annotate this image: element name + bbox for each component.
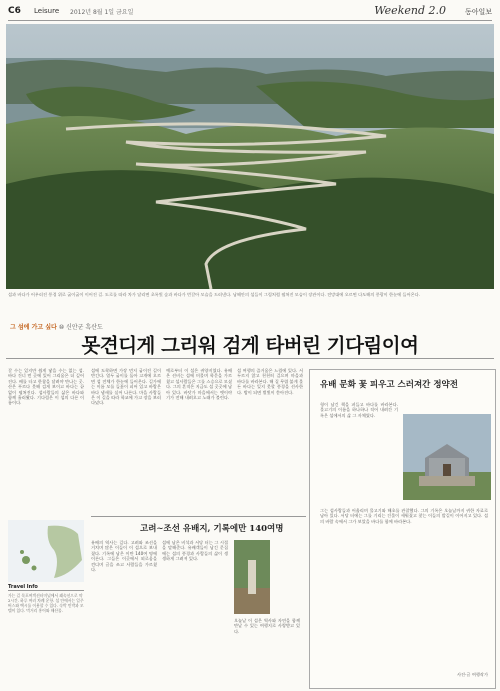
weekend-logo: Weekend 2.0 <box>374 4 446 17</box>
sidebar-intro: 형이 남긴 책을 펴들고 바다를 바라본다. 물고기의 이름을 하나하나 적어 내려간 기록은 섬에서의 삶 그 자체였다. <box>320 402 398 418</box>
sidebar-byline: 사진·글 여행작가 <box>457 672 488 677</box>
page-number: C6 <box>8 6 21 16</box>
sidebar-body: 그는 섬사람들과 어울리며 물고기와 해초를 관찰했다. 그의 기록은 오늘날까지 귀한 자료로 남아 있다. 서당 터에는 그를 기리는 건물이 세워졌고 찾는 이들의 발길이 이어지고 있다. 섬의 바람 속에서 그가 보았을 바다를 함께 바라본다. <box>320 508 488 524</box>
location-map <box>8 520 84 582</box>
photo-caption: 섬과 바다가 어우러진 풍경 위로 굽이굽이 이어진 길. 도로를 따라 차가 달리면 초록빛 숲과 바다가 번갈아 모습을 드러낸다. 남해안의 섬들이 그림처럼 펼쳐진 모습이 장관이다. 전망대에 오르면 다도해의 풍광이 한눈에 들어온다. <box>8 292 421 297</box>
school-building-photo <box>403 414 491 500</box>
travel-info-text: 가는 길 목포여객선터미널에서 쾌속선으로 약 2시간. 하루 여러 차례 운항. 섬 안에서는 일주 버스와 택시를 이용할 수 있다. 숙박 민박과 모텔이 있다. 먹거리 홍어와 해산물. <box>8 593 84 613</box>
issue-date: 2012년 8월 1일 금요일 <box>70 9 134 16</box>
series-subtitle: ⑩ 신안군 흑산도 <box>58 324 103 331</box>
article-column-5: 유배의 역사는 깊다. 고려와 조선을 거치며 많은 이들이 이 섬으로 보내졌다. 기록에 남은 이만 140여 명에 이른다. 그들은 이곳에서 외로움을 견디며 글을 쓰고 사람들을 가르쳤다. <box>91 540 157 573</box>
section-name: Leisure <box>34 7 60 15</box>
page-header <box>8 6 492 21</box>
main-photo <box>6 24 494 289</box>
subheading: 고려∼조선 유배지, 기록에만 140여명 <box>140 524 284 534</box>
monument-photo <box>234 540 270 614</box>
section-divider <box>91 516 306 517</box>
article-column-7: 오늘날 이 섬은 역사와 자연을 함께 만날 수 있는 여행지로 사랑받고 있다. <box>234 618 300 634</box>
article-column-6: 섬에 남은 비석과 서당 터는 그 시절을 말해준다. 유배객들이 남긴 문집에는 섬의 풍경과 사람들의 삶이 생생하게 그려져 있다. <box>162 540 228 562</box>
travel-info-title: Travel Info <box>8 584 84 591</box>
travel-info-box <box>8 584 84 688</box>
island-landscape-photo <box>6 24 494 289</box>
newspaper-name: 동아일보 <box>464 8 492 16</box>
article-column-1: 갈 수는 있지만 쉽게 닿을 수는 없는 섬. 바다 건너 먼 곳에 있어 그리움은 더 깊어진다. 배를 타고 한참을 달려야 만나는 곳. 산은 푸르다 못해 검게 보이고 바다는 끝없이 펼쳐진다. 섬사람들의 삶은 바다와 함께 흘러왔다. 기다림은 이 섬의 다른 이름이다. <box>8 368 84 406</box>
sidebar-box <box>309 369 496 689</box>
inset-photo <box>234 540 270 614</box>
headline-divider <box>6 358 494 359</box>
sidebar-photo <box>403 414 491 500</box>
article-column-3: 예로부터 이 섬은 귀양지였다. 유배 온 선비는 섬에 머물며 학문을 가르쳤고 섬사람들은 그를 스승으로 모셨다. 그의 흔적은 지금도 섬 곳곳에 남아 있다. 바닷가 마을에서는 옛이야기가 전해 내려오고 노래가 불린다. <box>166 368 232 401</box>
article-column-4: 섬 여행의 즐거움은 느림에 있다. 서두르지 않고 천천히 걸으며 마을과 바다를 바라본다. 해 질 무렵 붉게 물든 바다는 잊지 못할 풍경을 선사한다. 밤이 되면 별빛이 쏟아진다. <box>237 368 303 395</box>
series-title: 그 섬에 가고 싶다 <box>10 324 57 331</box>
sidebar-title: 유배 문화 꽃 피우고 스러져간 정약전 <box>320 380 458 390</box>
map-graphic <box>8 520 84 582</box>
article-column-2: 섬에 도착하면 가장 먼저 굽이진 길이 반긴다. 열두 굽이를 돌아 고개에 오르면 섬 전체가 한눈에 들어온다. 길가에는 이름 모를 들꽃이 피어 있고 바람은 바다 냄새를 실어 나른다. 마을 사람들은 이 길을 따라 학교에 가고 장을 보러 다녔다. <box>91 368 161 406</box>
headline: 못견디게 그리워 검게 타버린 기다림이여 <box>81 334 419 357</box>
